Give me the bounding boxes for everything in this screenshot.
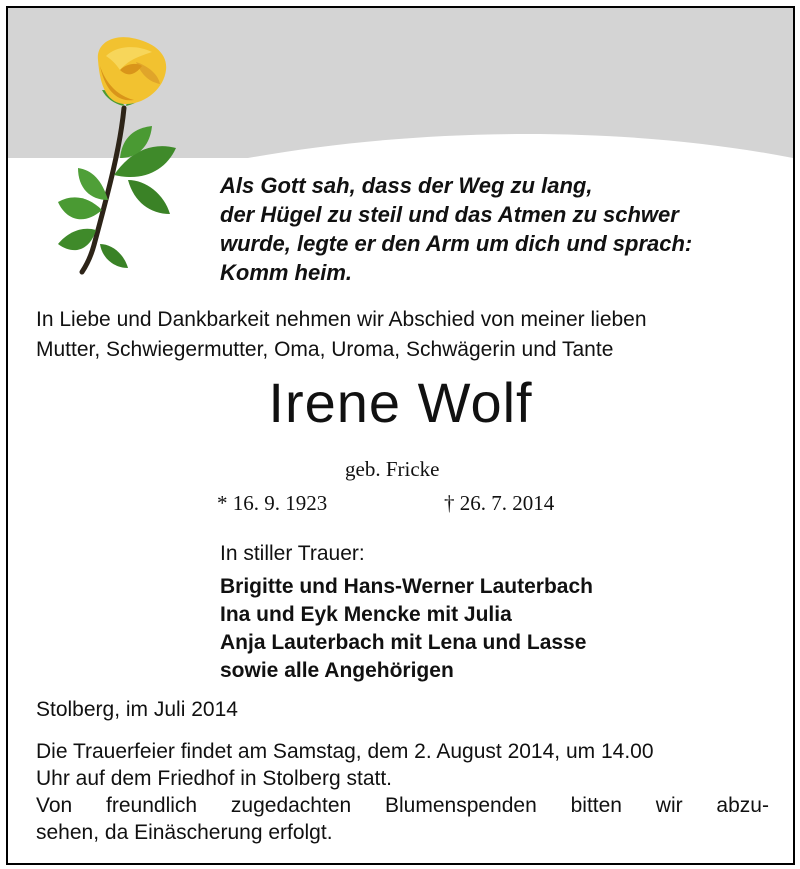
closing-word: Blumenspenden bbox=[385, 794, 537, 817]
quote-line: der Hügel zu steil und das Atmen zu schwer bbox=[220, 202, 679, 227]
closing-line: Uhr auf dem Friedhof in Stolberg statt. bbox=[36, 767, 393, 790]
death-date: † 26. 7. 2014 bbox=[444, 491, 555, 515]
birth-name: geb. Fricke bbox=[345, 457, 440, 481]
mourner-name: Brigitte und Hans-Werner Lauterbach bbox=[220, 575, 593, 598]
quote-line: Komm heim. bbox=[220, 260, 353, 285]
mourner-name: sowie alle Angehörigen bbox=[220, 659, 454, 682]
mourners-heading: In stiller Trauer: bbox=[220, 542, 365, 565]
quote-line: wurde, legte er den Arm um dich und sprach: bbox=[220, 231, 693, 256]
quote-verse bbox=[220, 171, 692, 287]
closing-word: zugedachten bbox=[230, 794, 352, 817]
rose-icon bbox=[36, 30, 196, 280]
closing-word: Von bbox=[36, 794, 73, 817]
closing-word: bitten bbox=[570, 794, 622, 817]
closing-line: Die Trauerfeier findet am Samstag, dem 2. August 2014, um 14.00 bbox=[36, 740, 654, 763]
place-date: Stolberg, im Juli 2014 bbox=[36, 698, 238, 721]
mourner-name: Anja Lauterbach mit Lena und Lasse bbox=[220, 631, 587, 654]
closing-word: abzu- bbox=[716, 794, 769, 817]
intro-line: Mutter, Schwiegermutter, Oma, Uroma, Schwägerin und Tante bbox=[36, 338, 614, 361]
mourners-list bbox=[220, 573, 593, 685]
closing-line: sehen, da Einäscherung erfolgt. bbox=[36, 821, 333, 844]
intro-line: In Liebe und Dankbarkeit nehmen wir Abschied von meiner lieben bbox=[36, 308, 647, 331]
birth-date: * 16. 9. 1923 bbox=[217, 491, 328, 515]
closing-word: freundlich bbox=[106, 794, 198, 817]
farewell-intro bbox=[36, 305, 647, 365]
deceased-name: Irene Wolf bbox=[268, 371, 533, 434]
quote-line: Als Gott sah, dass der Weg zu lang, bbox=[220, 173, 593, 198]
mourner-name: Ina und Eyk Mencke mit Julia bbox=[220, 603, 512, 626]
closing-line-justified bbox=[36, 792, 769, 819]
closing-notice bbox=[36, 738, 769, 846]
closing-word: wir bbox=[655, 794, 683, 817]
obituary-notice bbox=[6, 6, 795, 865]
